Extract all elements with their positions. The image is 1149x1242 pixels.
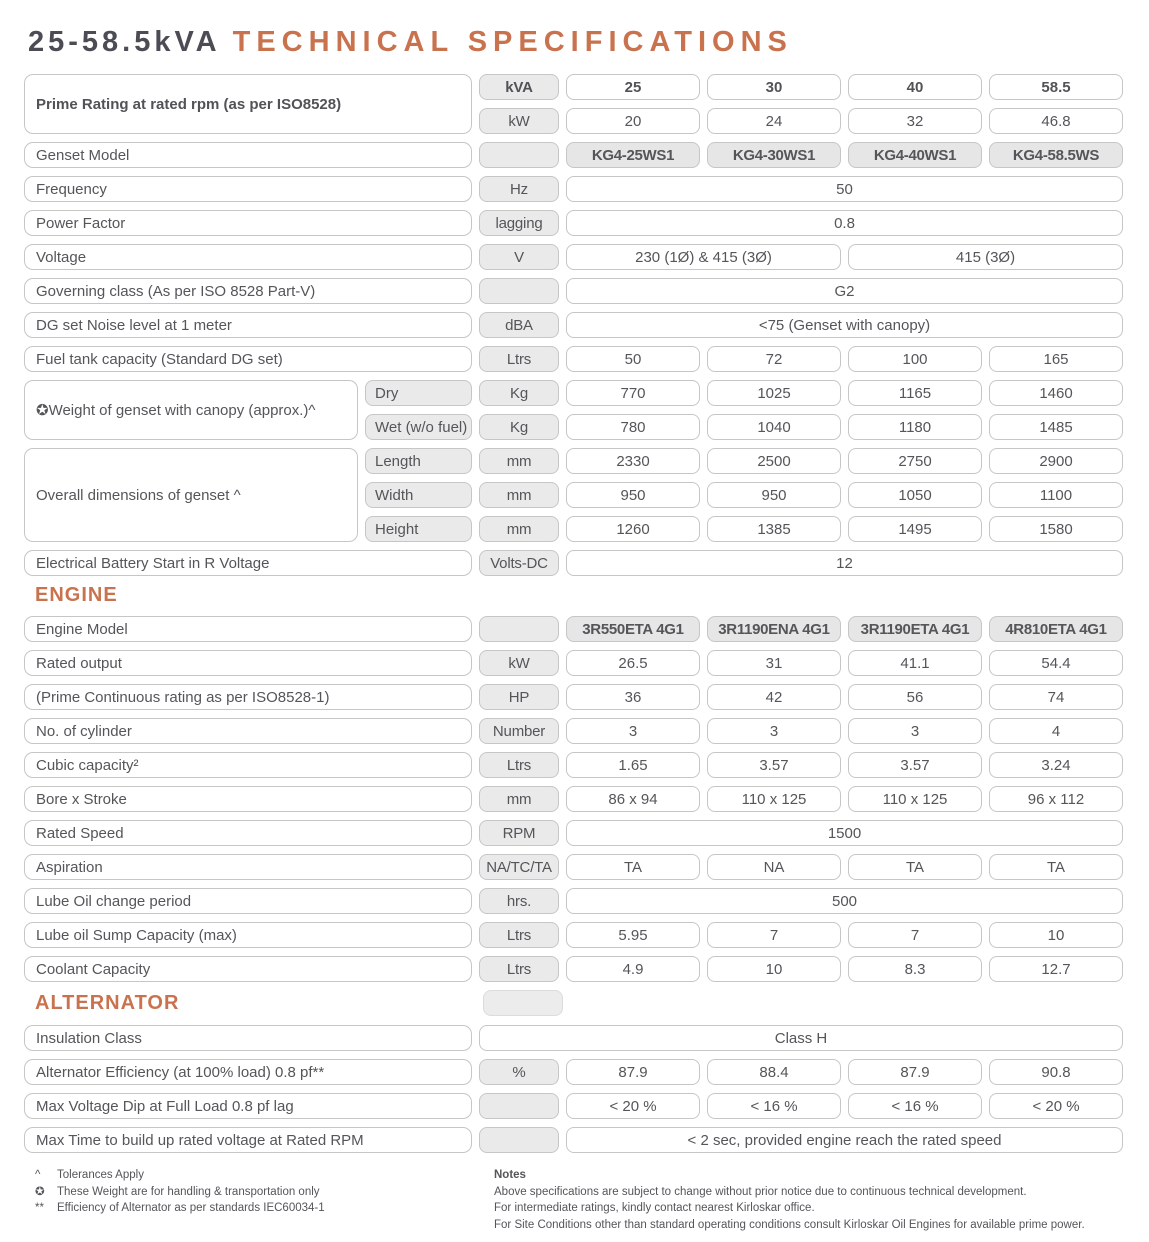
value-cell: 230 (1Ø) & 415 (3Ø) (566, 244, 841, 270)
spec-row (479, 786, 1123, 812)
value-cell: 10 (989, 922, 1123, 948)
value-cell: 1040 (707, 414, 841, 440)
spec-row (479, 922, 1123, 948)
spec-rows (479, 684, 1123, 710)
value-cell: 3.24 (989, 752, 1123, 778)
spec-row (479, 1059, 1123, 1085)
footnote-text: Efficiency of Alternator as per standards IEC60034-1 (57, 1202, 325, 1215)
spec-rows (479, 1059, 1123, 1085)
spec-row-group (24, 210, 1125, 236)
value-cell: TA (989, 854, 1123, 880)
row-label: Alternator Efficiency (at 100% load) 0.8 pf** (24, 1059, 472, 1085)
value-cell: 1.65 (566, 752, 700, 778)
notes-heading: Notes (494, 1169, 526, 1181)
value-cell: 8.3 (848, 956, 982, 982)
value-cell: 0.8 (566, 210, 1123, 236)
section-heading-row (24, 584, 1125, 607)
row-label: Rated Speed (24, 820, 472, 846)
footnote (35, 1184, 494, 1201)
spec-rows (479, 244, 1123, 270)
spec-row-group (24, 346, 1125, 372)
footnote (35, 1200, 494, 1217)
value-cell: 1260 (566, 516, 700, 542)
spec-rows (479, 820, 1123, 846)
value-cell: 3 (566, 718, 700, 744)
unit-cell: V (479, 244, 559, 270)
value-cell: < 2 sec, provided engine reach the rated speed (566, 1127, 1123, 1153)
section-heading-row (24, 990, 1125, 1016)
row-sublabel: Width (365, 482, 472, 508)
spec-row (479, 888, 1123, 914)
unit-cell: Ltrs (479, 922, 559, 948)
row-label: Genset Model (24, 142, 472, 168)
value-cell: 3R1190ENA 4G1 (707, 616, 841, 642)
value-cell: 24 (707, 108, 841, 134)
spec-rows (479, 616, 1123, 642)
spec-row-group (24, 820, 1125, 846)
value-cell: 4.9 (566, 956, 700, 982)
value-cell: 3.57 (707, 752, 841, 778)
value-cell: 30 (707, 74, 841, 100)
note-line: For Site Conditions other than standard operating conditions consult Kirloskar Oil Engines for available prime power. (494, 1219, 1085, 1232)
spec-row-group (24, 380, 1125, 440)
row-label: ✪Weight of genset with canopy (approx.)^ (24, 380, 358, 440)
value-cell: 10 (707, 956, 841, 982)
value-cell: 1485 (989, 414, 1123, 440)
spec-row (479, 820, 1123, 846)
value-cell: 2330 (566, 448, 700, 474)
spec-rows (479, 278, 1123, 304)
value-cell: TA (566, 854, 700, 880)
value-cell: 87.9 (848, 1059, 982, 1085)
unit-cell: NA/TC/TA (479, 854, 559, 880)
value-cell: < 16 % (848, 1093, 982, 1119)
value-cell: G2 (566, 278, 1123, 304)
value-cell: 950 (566, 482, 700, 508)
spec-rows (479, 1093, 1123, 1119)
spec-rows (365, 380, 1123, 440)
page-title (28, 26, 1125, 59)
value-cell: NA (707, 854, 841, 880)
spec-row-group (24, 956, 1125, 982)
value-cell: 2750 (848, 448, 982, 474)
value-cell: 2500 (707, 448, 841, 474)
spec-row (365, 448, 1123, 474)
value-cell: 1460 (989, 380, 1123, 406)
value-cell: 3R1190ETA 4G1 (848, 616, 982, 642)
unit-cell: Volts-DC (479, 550, 559, 576)
spec-table (24, 74, 1125, 1153)
section-heading: ALTERNATOR (35, 991, 180, 1014)
value-cell: 58.5 (989, 74, 1123, 100)
value-cell: 26.5 (566, 650, 700, 676)
row-label: DG set Noise level at 1 meter (24, 312, 472, 338)
unit-cell: kW (479, 650, 559, 676)
spec-row-group (24, 888, 1125, 914)
spec-rows (479, 786, 1123, 812)
spec-row-group (24, 752, 1125, 778)
spec-row (479, 1025, 1123, 1051)
row-label: Max Time to build up rated voltage at Rated RPM (24, 1127, 472, 1153)
spec-row-group (24, 1127, 1125, 1153)
spec-rows (479, 210, 1123, 236)
unit-cell: kVA (479, 74, 559, 100)
footnote-text: Tolerances Apply (57, 1169, 144, 1181)
circled-star-icon: ✪ (35, 1185, 45, 1198)
spec-row-group (24, 854, 1125, 880)
spec-rows (479, 650, 1123, 676)
spec-row (479, 650, 1123, 676)
spec-row (479, 550, 1123, 576)
value-cell: 12 (566, 550, 1123, 576)
value-cell: < 16 % (707, 1093, 841, 1119)
page-footer (24, 1167, 1125, 1234)
value-cell: 50 (566, 346, 700, 372)
unit-cell (479, 278, 559, 304)
row-label: Fuel tank capacity (Standard DG set) (24, 346, 472, 372)
spec-rows (479, 1127, 1123, 1153)
value-cell: 74 (989, 684, 1123, 710)
row-label: Coolant Capacity (24, 956, 472, 982)
value-cell: 1180 (848, 414, 982, 440)
value-cell: 950 (707, 482, 841, 508)
spec-rows (479, 888, 1123, 914)
row-label: Overall dimensions of genset ^ (24, 448, 358, 542)
section-heading: ENGINE (35, 584, 118, 606)
spec-row-group (24, 312, 1125, 338)
value-cell: 1025 (707, 380, 841, 406)
value-cell: 1165 (848, 380, 982, 406)
spec-row-group (24, 1025, 1125, 1051)
spec-rows (479, 1025, 1123, 1051)
row-label: No. of cylinder (24, 718, 472, 744)
footnote (35, 1167, 494, 1184)
value-cell: 36 (566, 684, 700, 710)
value-cell: 31 (707, 650, 841, 676)
value-cell: KG4-40WS1 (848, 142, 982, 168)
row-sublabel: Wet (w/o fuel) (365, 414, 472, 440)
row-label: Bore x Stroke (24, 786, 472, 812)
value-cell: 7 (848, 922, 982, 948)
spec-row (479, 1127, 1123, 1153)
spec-row (365, 516, 1123, 542)
spec-rows (479, 550, 1123, 576)
spec-row-group (24, 74, 1125, 134)
unit-cell: RPM (479, 820, 559, 846)
spec-row-group (24, 922, 1125, 948)
value-cell: 40 (848, 74, 982, 100)
spec-row (479, 752, 1123, 778)
value-cell: 1495 (848, 516, 982, 542)
value-cell: 415 (3Ø) (848, 244, 1123, 270)
notes (494, 1167, 1125, 1234)
spec-rows (479, 74, 1123, 134)
spec-row-group (24, 550, 1125, 576)
spec-row-group (24, 718, 1125, 744)
value-cell: 50 (566, 176, 1123, 202)
value-cell: 1050 (848, 482, 982, 508)
unit-cell: mm (479, 448, 559, 474)
value-cell: 7 (707, 922, 841, 948)
unit-cell: Kg (479, 380, 559, 406)
value-cell: 88.4 (707, 1059, 841, 1085)
unit-cell: dBA (479, 312, 559, 338)
spec-row (365, 482, 1123, 508)
value-cell: 4R810ETA 4G1 (989, 616, 1123, 642)
row-label: Frequency (24, 176, 472, 202)
footnote-text: These Weight are for handling & transportation only (57, 1185, 320, 1198)
value-cell: 770 (566, 380, 700, 406)
spec-row (479, 718, 1123, 744)
value-cell: Class H (479, 1025, 1123, 1051)
value-cell: 87.9 (566, 1059, 700, 1085)
value-cell: 90.8 (989, 1059, 1123, 1085)
value-cell: 780 (566, 414, 700, 440)
caret-marker: ^ (35, 1169, 41, 1181)
row-label: Lube oil Sump Capacity (max) (24, 922, 472, 948)
title-kva-range: 25-58.5kVA (28, 26, 221, 58)
note-line: Above specifications are subject to change without prior notice due to continuous technical development. (494, 1185, 1027, 1198)
unit-cell: mm (479, 482, 559, 508)
row-label: Voltage (24, 244, 472, 270)
unit-cell: Kg (479, 414, 559, 440)
row-label: Cubic capacity² (24, 752, 472, 778)
value-cell: 25 (566, 74, 700, 100)
title-heading: TECHNICAL SPECIFICATIONS (232, 26, 793, 58)
unit-cell: Hz (479, 176, 559, 202)
spec-row (365, 414, 1123, 440)
row-label: Electrical Battery Start in R Voltage (24, 550, 472, 576)
value-cell: 100 (848, 346, 982, 372)
value-cell: 1580 (989, 516, 1123, 542)
row-label: (Prime Continuous rating as per ISO8528-1) (24, 684, 472, 710)
value-cell: 165 (989, 346, 1123, 372)
unit-cell: Ltrs (479, 956, 559, 982)
spec-rows (479, 176, 1123, 202)
unit-cell: hrs. (479, 888, 559, 914)
spec-row (479, 1093, 1123, 1119)
value-cell: 72 (707, 346, 841, 372)
spec-row (479, 684, 1123, 710)
spec-row (365, 380, 1123, 406)
value-cell: 110 x 125 (707, 786, 841, 812)
value-cell: 5.95 (566, 922, 700, 948)
spec-row (479, 956, 1123, 982)
value-cell: 3 (848, 718, 982, 744)
value-cell: 1100 (989, 482, 1123, 508)
spec-row-group (24, 616, 1125, 642)
value-cell: TA (848, 854, 982, 880)
spec-rows (479, 718, 1123, 744)
row-label: Engine Model (24, 616, 472, 642)
unit-cell: mm (479, 516, 559, 542)
spec-row-group (24, 1093, 1125, 1119)
row-label: Aspiration (24, 854, 472, 880)
unit-cell (479, 1127, 559, 1153)
spec-row (479, 312, 1123, 338)
value-cell: 20 (566, 108, 700, 134)
spec-row-group (24, 684, 1125, 710)
value-cell: 1500 (566, 820, 1123, 846)
row-label: Governing class (As per ISO 8528 Part-V) (24, 278, 472, 304)
spec-row (479, 346, 1123, 372)
spec-row-group (24, 448, 1125, 542)
value-cell: 32 (848, 108, 982, 134)
row-label: Rated output (24, 650, 472, 676)
value-cell: 3 (707, 718, 841, 744)
double-asterisk-marker: ** (35, 1202, 44, 1215)
value-cell: 86 x 94 (566, 786, 700, 812)
value-cell: 56 (848, 684, 982, 710)
unit-cell: Ltrs (479, 752, 559, 778)
value-cell: 54.4 (989, 650, 1123, 676)
unit-cell: mm (479, 786, 559, 812)
spec-row (479, 854, 1123, 880)
unit-cell (479, 1093, 559, 1119)
spec-row-group (24, 278, 1125, 304)
value-cell: < 20 % (989, 1093, 1123, 1119)
spec-rows (479, 854, 1123, 880)
row-label: Prime Rating at rated rpm (as per ISO8528) (24, 74, 472, 134)
value-cell: 41.1 (848, 650, 982, 676)
value-cell: 1385 (707, 516, 841, 542)
value-cell: 500 (566, 888, 1123, 914)
unit-cell: Ltrs (479, 346, 559, 372)
spec-row (479, 244, 1123, 270)
spec-row-group (24, 142, 1125, 168)
value-cell: KG4-58.5WS (989, 142, 1123, 168)
spec-rows (479, 346, 1123, 372)
footnotes (24, 1167, 494, 1234)
row-sublabel: Length (365, 448, 472, 474)
spec-rows (479, 312, 1123, 338)
row-sublabel: Height (365, 516, 472, 542)
value-cell: KG4-30WS1 (707, 142, 841, 168)
spec-row (479, 108, 1123, 134)
value-cell: 3.57 (848, 752, 982, 778)
value-cell: < 20 % (566, 1093, 700, 1119)
unit-cell (479, 616, 559, 642)
unit-cell: kW (479, 108, 559, 134)
value-cell: 110 x 125 (848, 786, 982, 812)
note-line: For intermediate ratings, kindly contact nearest Kirloskar office. (494, 1202, 815, 1215)
spec-row (479, 278, 1123, 304)
value-cell: KG4-25WS1 (566, 142, 700, 168)
spec-row (479, 142, 1123, 168)
spec-row (479, 176, 1123, 202)
value-cell: 3R550ETA 4G1 (566, 616, 700, 642)
spec-rows (365, 448, 1123, 542)
spec-rows (479, 922, 1123, 948)
spec-row-group (24, 650, 1125, 676)
row-label: Lube Oil change period (24, 888, 472, 914)
spec-row (479, 616, 1123, 642)
value-cell: 96 x 112 (989, 786, 1123, 812)
value-cell: 46.8 (989, 108, 1123, 134)
unit-cell: Number (479, 718, 559, 744)
spec-row-group (24, 1059, 1125, 1085)
spec-row (479, 210, 1123, 236)
empty-unit-cell (483, 990, 563, 1016)
spec-rows (479, 142, 1123, 168)
value-cell: 4 (989, 718, 1123, 744)
value-cell: 42 (707, 684, 841, 710)
value-cell: 12.7 (989, 956, 1123, 982)
spec-rows (479, 956, 1123, 982)
spec-row (479, 74, 1123, 100)
row-label: Max Voltage Dip at Full Load 0.8 pf lag (24, 1093, 472, 1119)
row-label: Insulation Class (24, 1025, 472, 1051)
value-cell: 2900 (989, 448, 1123, 474)
unit-cell: lagging (479, 210, 559, 236)
value-cell: <75 (Genset with canopy) (566, 312, 1123, 338)
row-label: Power Factor (24, 210, 472, 236)
unit-cell (479, 142, 559, 168)
unit-cell: % (479, 1059, 559, 1085)
row-sublabel: Dry (365, 380, 472, 406)
spec-rows (479, 752, 1123, 778)
spec-row-group (24, 244, 1125, 270)
unit-cell: HP (479, 684, 559, 710)
spec-row-group (24, 176, 1125, 202)
spec-row-group (24, 786, 1125, 812)
